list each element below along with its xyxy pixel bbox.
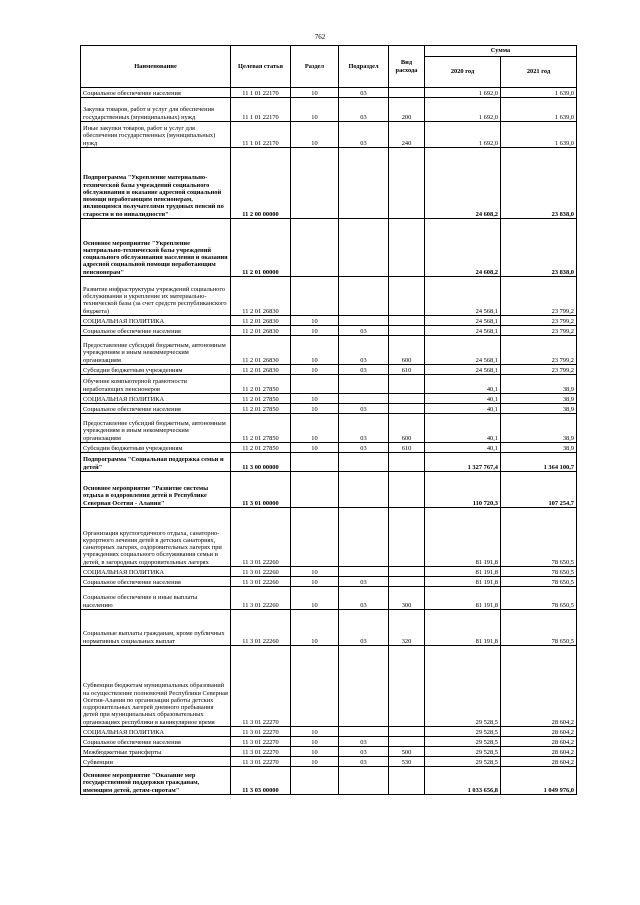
row-name: Иные закупки товаров, работ и услуг для обеспечения государственных (муниципальных) нужд (81, 122, 231, 148)
row-target: 11 2 01 26830 (231, 277, 291, 316)
table-row (81, 453, 577, 472)
row-name: Развитие инфраструктуры учреждений социального обслуживания и укрепление их материально-технической базы (за счет средств республиканского бюджета) (81, 277, 231, 316)
row-amount-2020: 24 568,1 (425, 316, 501, 326)
row-subsection: 03 (339, 122, 389, 148)
row-section: 10 (291, 747, 339, 757)
row-amount-2020: 24 568,1 (425, 277, 501, 316)
header-subsection: Подраздел (339, 46, 389, 88)
row-section: 10 (291, 365, 339, 375)
row-section: 10 (291, 737, 339, 747)
row-name: Субвенции (81, 757, 231, 767)
row-expense-type (389, 326, 425, 336)
table-row (81, 610, 577, 646)
page-number: 762 (314, 33, 326, 41)
row-name: Основное мероприятие "Укрепление материально-технической базы учреждений социального обслуживания населения и оказания адресной социальной помощи неработающим пенсионерам" (81, 219, 231, 277)
row-expense-type (389, 508, 425, 567)
row-subsection (339, 472, 389, 508)
row-section (291, 277, 339, 316)
row-section: 10 (291, 326, 339, 336)
row-expense-type: 600 (389, 336, 425, 365)
table-row (81, 375, 577, 394)
row-section: 10 (291, 88, 339, 98)
row-expense-type (389, 577, 425, 587)
row-amount-2020: 24 568,1 (425, 326, 501, 336)
table-row (81, 316, 577, 326)
row-name: Субвенции бюджетам муниципальных образований на осуществление полномочий Республики Северная Осетия-Алания по организации работы детских оздоровительных лагерей дневного пребывания детей при муниципальных образовательных организациях республики в каникулярное время (81, 646, 231, 727)
row-target: 11 3 01 22260 (231, 610, 291, 646)
row-target: 11 2 01 27850 (231, 414, 291, 443)
table-row (81, 219, 577, 277)
table-row (81, 88, 577, 98)
row-amount-2021: 1 049 976,0 (501, 767, 577, 795)
row-subsection: 03 (339, 404, 389, 414)
row-name: Подпрограмма "Укрепление материально-технической базы учреждений социального обслуживания и оказание адресной социальной помощи неработающим пенсионерам, являющимся получателями трудовых пенсий по старости и по инвалидности" (81, 148, 231, 219)
table-row (81, 148, 577, 219)
row-subsection: 03 (339, 98, 389, 122)
row-amount-2021: 23 799,2 (501, 365, 577, 375)
row-amount-2021: 28 604,2 (501, 757, 577, 767)
row-expense-type: 500 (389, 747, 425, 757)
row-amount-2020: 1 692,0 (425, 122, 501, 148)
table-row (81, 727, 577, 737)
row-amount-2021: 1 639,0 (501, 122, 577, 148)
row-section: 10 (291, 587, 339, 610)
row-amount-2021: 23 838,0 (501, 148, 577, 219)
row-amount-2020: 1 692,0 (425, 98, 501, 122)
row-amount-2021: 38,9 (501, 394, 577, 404)
row-section (291, 219, 339, 277)
row-amount-2021: 28 604,2 (501, 737, 577, 747)
row-target: 11 2 01 26830 (231, 336, 291, 365)
row-name: Основное мероприятие "Развитие системы отдыха и оздоровления детей в Республике Северная Осетия - Алания" (81, 472, 231, 508)
row-expense-type: 610 (389, 443, 425, 453)
row-name: Социальное обеспечение населения (81, 326, 231, 336)
row-expense-type (389, 472, 425, 508)
row-name: Субсидии бюджетным учреждениям (81, 365, 231, 375)
row-name: Социальное обеспечение населения (81, 577, 231, 587)
table-row (81, 98, 577, 122)
header-expense-type: Вид расхода (389, 46, 425, 88)
row-amount-2021: 107 254,7 (501, 472, 577, 508)
row-section (291, 472, 339, 508)
row-expense-type (389, 219, 425, 277)
row-target: 11 3 01 22260 (231, 567, 291, 577)
row-expense-type: 320 (389, 610, 425, 646)
row-section: 10 (291, 610, 339, 646)
row-section (291, 375, 339, 394)
table-row (81, 737, 577, 747)
row-expense-type (389, 567, 425, 577)
budget-table (80, 45, 577, 795)
row-amount-2021: 78 650,5 (501, 508, 577, 567)
row-name: Обучение компьютерной грамотности неработающих пенсионеров (81, 375, 231, 394)
row-section (291, 646, 339, 727)
row-amount-2021: 78 650,5 (501, 587, 577, 610)
row-name: Организация круглогодичного отдыха, санаторно-курортного лечения детей в детских санаториях, санаторных лагерях, оздоровительных лагерях при учреждениях социального обслуживания семьи и детей, в загородных оздоровительных лагерях (81, 508, 231, 567)
row-expense-type (389, 646, 425, 727)
row-amount-2021: 1 364 100,7 (501, 453, 577, 472)
row-amount-2020: 40,1 (425, 375, 501, 394)
row-target: 11 1 01 22170 (231, 98, 291, 122)
row-amount-2021: 28 604,2 (501, 747, 577, 757)
row-amount-2020: 1 692,0 (425, 88, 501, 98)
row-amount-2021: 28 604,2 (501, 646, 577, 727)
row-subsection (339, 767, 389, 795)
row-section: 10 (291, 316, 339, 326)
row-amount-2020: 81 191,8 (425, 577, 501, 587)
row-name: СОЦИАЛЬНАЯ ПОЛИТИКА (81, 567, 231, 577)
row-target: 11 3 01 22270 (231, 646, 291, 727)
row-target: 11 2 01 26830 (231, 316, 291, 326)
row-amount-2020: 1 033 656,8 (425, 767, 501, 795)
row-expense-type (389, 404, 425, 414)
header-section: Раздел (291, 46, 339, 88)
row-expense-type: 200 (389, 98, 425, 122)
table-row (81, 326, 577, 336)
row-amount-2020: 29 528,5 (425, 646, 501, 727)
row-expense-type: 530 (389, 757, 425, 767)
row-subsection: 03 (339, 443, 389, 453)
row-subsection (339, 316, 389, 326)
table-row (81, 122, 577, 148)
row-subsection: 03 (339, 577, 389, 587)
row-expense-type (389, 453, 425, 472)
row-subsection (339, 394, 389, 404)
table-row (81, 414, 577, 443)
table-row (81, 646, 577, 727)
row-name: СОЦИАЛЬНАЯ ПОЛИТИКА (81, 727, 231, 737)
table-row (81, 404, 577, 414)
row-section: 10 (291, 98, 339, 122)
row-target: 11 3 03 00000 (231, 767, 291, 795)
row-name: СОЦИАЛЬНАЯ ПОЛИТИКА (81, 394, 231, 404)
row-amount-2020: 40,1 (425, 443, 501, 453)
table-row (81, 767, 577, 795)
row-subsection (339, 508, 389, 567)
row-amount-2020: 24 568,1 (425, 336, 501, 365)
row-target: 11 2 01 27850 (231, 404, 291, 414)
row-amount-2021: 28 604,2 (501, 727, 577, 737)
row-expense-type (389, 277, 425, 316)
row-expense-type (389, 727, 425, 737)
row-expense-type: 300 (389, 587, 425, 610)
row-amount-2021: 38,9 (501, 414, 577, 443)
row-subsection (339, 646, 389, 727)
table-row (81, 336, 577, 365)
table-row (81, 577, 577, 587)
row-section: 10 (291, 757, 339, 767)
row-target: 11 1 01 22170 (231, 88, 291, 98)
row-amount-2021: 78 650,5 (501, 610, 577, 646)
header-name: Наименование (81, 46, 231, 88)
row-name: Субсидии бюджетным учреждениям (81, 443, 231, 453)
row-name: Межбюджетные трансферты (81, 747, 231, 757)
row-expense-type (389, 375, 425, 394)
row-section: 10 (291, 404, 339, 414)
row-target: 11 2 01 27850 (231, 443, 291, 453)
row-section: 10 (291, 336, 339, 365)
row-section (291, 453, 339, 472)
table-row (81, 757, 577, 767)
row-expense-type (389, 148, 425, 219)
row-subsection: 03 (339, 587, 389, 610)
row-target: 11 3 00 00000 (231, 453, 291, 472)
row-target: 11 2 01 26830 (231, 326, 291, 336)
row-expense-type (389, 88, 425, 98)
row-expense-type (389, 316, 425, 326)
row-section: 10 (291, 727, 339, 737)
row-subsection: 03 (339, 757, 389, 767)
row-amount-2020: 1 327 767,4 (425, 453, 501, 472)
row-subsection (339, 453, 389, 472)
row-name: Предоставление субсидий бюджетным, автономным учреждениям и иным некоммерческим организациям (81, 414, 231, 443)
row-expense-type (389, 394, 425, 404)
row-name: Социальные выплаты гражданам, кроме публичных нормативных социальных выплат (81, 610, 231, 646)
row-target: 11 3 01 22260 (231, 577, 291, 587)
row-name: Социальное обеспечение населения (81, 88, 231, 98)
row-expense-type (389, 737, 425, 747)
row-amount-2021: 23 799,2 (501, 326, 577, 336)
table-row (81, 443, 577, 453)
row-subsection (339, 219, 389, 277)
header-amount: Сумма (425, 46, 577, 57)
row-amount-2020: 29 528,5 (425, 727, 501, 737)
row-name: Предоставление субсидий бюджетным, автономным учреждениям и иным некоммерческим организациям (81, 336, 231, 365)
row-amount-2021: 38,9 (501, 404, 577, 414)
row-target: 11 3 01 22270 (231, 727, 291, 737)
row-expense-type: 610 (389, 365, 425, 375)
row-amount-2020: 40,1 (425, 414, 501, 443)
row-subsection: 03 (339, 365, 389, 375)
row-amount-2020: 110 720,3 (425, 472, 501, 508)
row-amount-2020: 81 191,8 (425, 508, 501, 567)
row-target: 11 3 01 22270 (231, 747, 291, 757)
row-subsection: 03 (339, 88, 389, 98)
row-amount-2020: 40,1 (425, 404, 501, 414)
row-target: 11 3 01 22260 (231, 508, 291, 567)
row-amount-2021: 78 650,5 (501, 567, 577, 577)
row-amount-2021: 23 799,2 (501, 316, 577, 326)
row-target: 11 2 01 27850 (231, 375, 291, 394)
table-row (81, 472, 577, 508)
table-row (81, 365, 577, 375)
row-amount-2020: 40,1 (425, 394, 501, 404)
row-section: 10 (291, 414, 339, 443)
row-expense-type: 240 (389, 122, 425, 148)
row-amount-2020: 24 608,2 (425, 148, 501, 219)
row-expense-type: 600 (389, 414, 425, 443)
row-amount-2020: 81 191,8 (425, 587, 501, 610)
row-amount-2021: 1 639,0 (501, 88, 577, 98)
row-target: 11 3 01 22270 (231, 757, 291, 767)
row-subsection (339, 727, 389, 737)
row-subsection (339, 375, 389, 394)
row-section: 10 (291, 394, 339, 404)
row-subsection: 03 (339, 414, 389, 443)
table-row (81, 277, 577, 316)
row-amount-2020: 29 528,5 (425, 737, 501, 747)
row-target: 11 3 01 00000 (231, 472, 291, 508)
row-amount-2020: 29 528,5 (425, 747, 501, 757)
row-name: Социальное обеспечение и иные выплаты населению (81, 587, 231, 610)
row-target: 11 3 01 22270 (231, 737, 291, 747)
row-amount-2020: 81 191,8 (425, 567, 501, 577)
row-target: 11 1 01 22170 (231, 122, 291, 148)
row-subsection: 03 (339, 747, 389, 757)
row-subsection: 03 (339, 610, 389, 646)
table-row (81, 587, 577, 610)
header-year-2021: 2021 год (501, 57, 577, 88)
row-name: Основное мероприятие "Оказание мер государственной поддержки гражданам, имеющим детей, детям-сиротам" (81, 767, 231, 795)
row-amount-2020: 24 608,2 (425, 219, 501, 277)
row-expense-type (389, 767, 425, 795)
row-target: 11 2 00 00000 (231, 148, 291, 219)
row-amount-2021: 1 639,0 (501, 98, 577, 122)
row-section (291, 508, 339, 567)
row-amount-2020: 29 528,5 (425, 757, 501, 767)
row-section: 10 (291, 577, 339, 587)
table-row (81, 508, 577, 567)
row-amount-2020: 24 568,1 (425, 365, 501, 375)
header-year-2020: 2020 год (425, 57, 501, 88)
row-target: 11 2 01 26830 (231, 365, 291, 375)
row-name: Закупка товаров, работ и услуг для обеспечения государственных (муниципальных) нужд (81, 98, 231, 122)
row-name: Социальное обеспечение населения (81, 737, 231, 747)
table-row (81, 567, 577, 577)
row-amount-2021: 23 799,2 (501, 277, 577, 316)
row-name: Социальное обеспечение населения (81, 404, 231, 414)
row-amount-2020: 81 191,8 (425, 610, 501, 646)
row-name: Подпрограмма "Социальная поддержка семьи и детей" (81, 453, 231, 472)
table-row (81, 747, 577, 757)
row-subsection: 03 (339, 326, 389, 336)
row-section: 10 (291, 443, 339, 453)
header-target: Целевая статья (231, 46, 291, 88)
row-target: 11 2 01 27850 (231, 394, 291, 404)
row-section: 10 (291, 567, 339, 577)
row-amount-2021: 23 838,0 (501, 219, 577, 277)
row-amount-2021: 78 650,5 (501, 577, 577, 587)
row-amount-2021: 38,9 (501, 375, 577, 394)
row-section (291, 148, 339, 219)
row-subsection (339, 148, 389, 219)
row-subsection (339, 567, 389, 577)
row-target: 11 2 01 00000 (231, 219, 291, 277)
row-amount-2021: 38,9 (501, 443, 577, 453)
row-subsection (339, 277, 389, 316)
row-section: 10 (291, 122, 339, 148)
row-subsection: 03 (339, 336, 389, 365)
row-target: 11 3 01 22260 (231, 587, 291, 610)
row-section (291, 767, 339, 795)
row-name: СОЦИАЛЬНАЯ ПОЛИТИКА (81, 316, 231, 326)
row-amount-2021: 23 799,2 (501, 336, 577, 365)
table-row (81, 394, 577, 404)
row-subsection: 03 (339, 737, 389, 747)
